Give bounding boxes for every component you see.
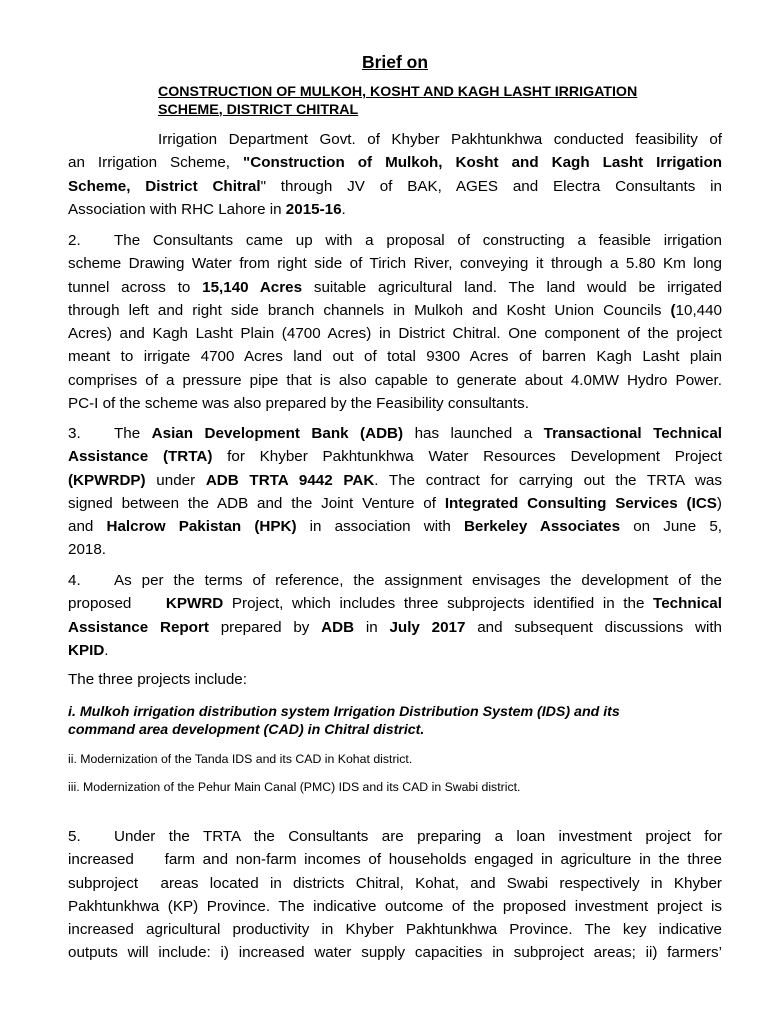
document-title: Brief on: [361, 52, 429, 72]
p4-line-4: KPID.: [68, 641, 109, 659]
p5-line-3: subproject areas located in districts Chitral, Kohat, and Swabi respectively in Khyber: [68, 874, 722, 892]
p5-line-2: increased farm and non-farm incomes of households engaged in agriculture in the three: [68, 851, 722, 869]
p2-line-3: tunnel across to 15,140 Acres suitable agricultural land. The land would be irrigated: [68, 278, 723, 296]
p5-line-6: outputs will include: i) increased water supply capacities in subproject areas; ii) farmers’: [68, 944, 722, 962]
p2-line-5: Acres) and Kagh Lasht Plain (4700 Acres) in District Chitral. One component of the project: [68, 325, 722, 343]
p4-line-1: 4. As per the terms of reference, the assignment envisages the development of the: [68, 572, 722, 589]
project-item-ii: ii. Modernization of the Tanda IDS and its CAD in Kohat district.: [68, 752, 413, 766]
p4-line-2: proposed KPWRD Project, which includes three subprojects identified in the Technical: [68, 595, 722, 613]
intro-line-4: Association with RHC Lahore in 2015-16.: [68, 200, 346, 218]
p2-line-4: through left and right side branch channels in Mulkoh and Kosht Union Councils (10,440: [68, 301, 722, 319]
p3-line-2: Assistance (TRTA) for Khyber Pakhtunkhwa Water Resources Development Project: [68, 448, 722, 466]
paragraph-3: [68, 422, 722, 562]
p2-line-8: PC-I of the scheme was also prepared by the Feasibility consultants.: [68, 395, 529, 413]
paragraph-5: [68, 825, 722, 965]
three-projects-label: The three projects include:: [68, 671, 247, 688]
project-item-i-line-2: command area development (CAD) in Chitral district.: [68, 721, 425, 738]
intro-paragraph: [68, 128, 722, 221]
intro-line-3: Scheme, District Chitral" through JV of BAK, AGES and Electra Consultants in: [68, 177, 722, 195]
p5-line-5: increased agricultural productivity in Khyber Pakhtunkhwa Province. The key indicative: [68, 921, 722, 939]
project-item-iii: iii. Modernization of the Pehur Main Canal (PMC) IDS and its CAD in Swabi district.: [68, 780, 521, 794]
p5-line-4: Pakhtunkhwa (KP) Province. The indicative outcome of the proposed investment project is: [68, 897, 722, 915]
paragraph-2: [68, 229, 722, 415]
intro-line-2: an Irrigation Scheme, "Construction of Mulkoh, Kosht and Kagh Lasht Irrigation: [68, 154, 722, 172]
p3-line-3: (KPWRDP) under ADB TRTA 9442 PAK. The contract for carrying out the TRTA was: [68, 471, 722, 489]
project-item-i: [68, 704, 722, 739]
p2-line-2: scheme Drawing Water from right side of Tirich River, conveying it through a 5.80 Km long: [68, 255, 722, 273]
document-heading: [158, 84, 722, 119]
p2-line-6: meant to irrigate 4700 Acres land out of total 9300 Acres of barren Kagh Lasht plain: [68, 348, 722, 366]
p3-line-5: and Halcrow Pakistan (HPK) in association with Berkeley Associates on June 5,: [68, 518, 722, 536]
project-item-i-line-1: i. Mulkoh irrigation distribution system Irrigation Distribution System (IDS) and its: [68, 704, 620, 720]
intro-line-1: Irrigation Department Govt. of Khyber Pakhtunkhwa conducted feasibility of: [158, 131, 722, 148]
paragraph-4: [68, 569, 722, 662]
p5-line-1: 5. Under the TRTA the Consultants are preparing a loan investment project for: [68, 828, 722, 845]
heading-line-2: SCHEME, DISTRICT CHITRAL: [158, 101, 359, 118]
p3-line-4: signed between the ADB and the Joint Venture of Integrated Consulting Services (ICS): [68, 494, 722, 512]
p4-line-3: Assistance Report prepared by ADB in July 2017 and subsequent discussions with: [68, 618, 722, 636]
p3-line-6: 2018.: [68, 541, 107, 559]
p3-line-1: 3. The Asian Development Bank (ADB) has launched a Transactional Technical: [68, 425, 722, 442]
heading-line-1: CONSTRUCTION OF MULKOH, KOSHT AND KAGH LASHT IRRIGATION: [158, 84, 638, 100]
p2-line-7: comprises of a pressure pipe that is also capable to generate about 4.0MW Hydro Power.: [68, 371, 722, 389]
p2-line-1: 2. The Consultants came up with a proposal of constructing a feasible irrigation: [68, 232, 722, 249]
